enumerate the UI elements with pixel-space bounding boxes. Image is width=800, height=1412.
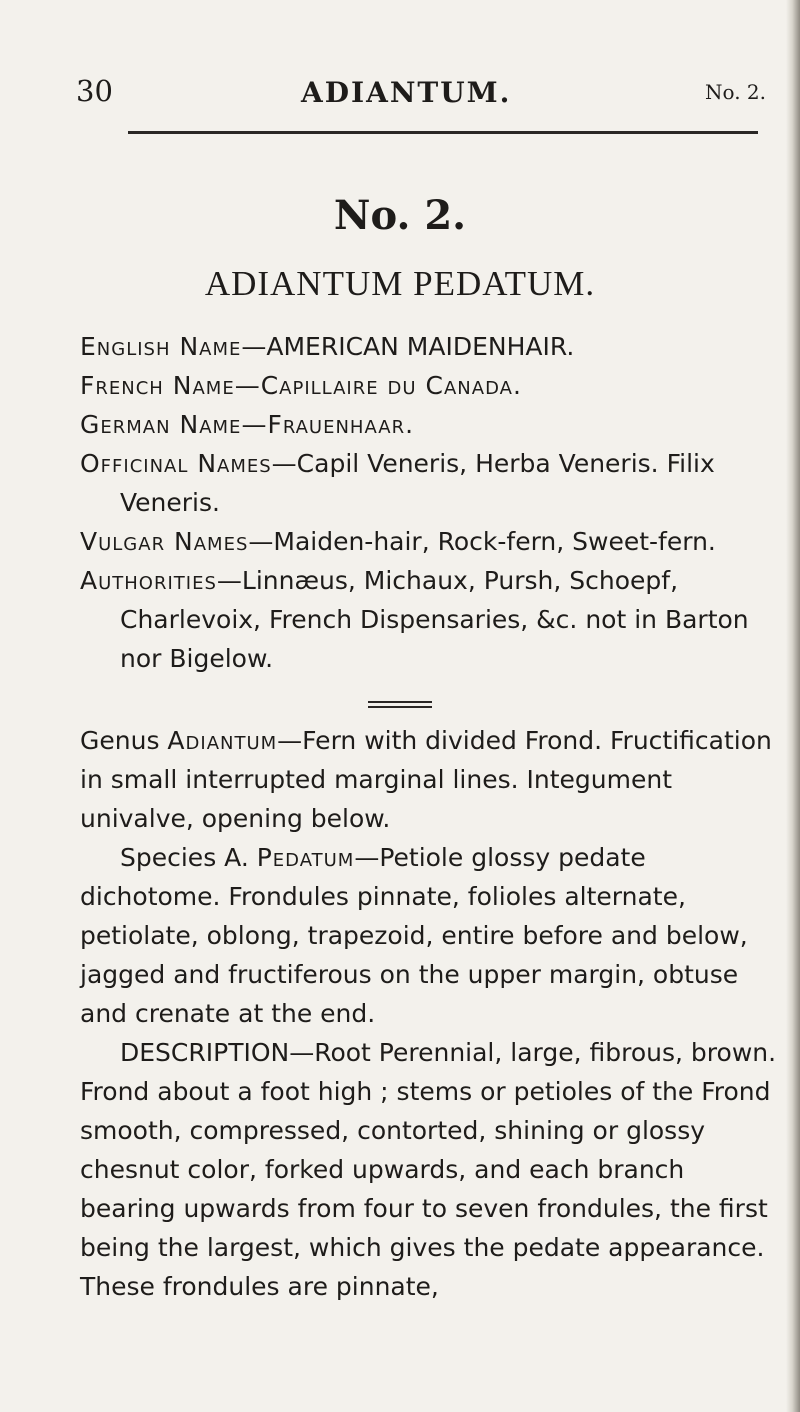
french-name-value: —Capillaire du Canada. (234, 371, 522, 400)
genus-paragraph (80, 721, 780, 838)
page-edge-shadow (786, 0, 800, 1412)
officinal-names-entry (80, 444, 780, 522)
english-name-label: English Name (80, 332, 242, 361)
species-lead: Species A. (120, 843, 257, 872)
description-block (80, 721, 780, 1306)
running-head (76, 74, 766, 114)
page-number: 30 (76, 74, 113, 108)
authorities-value: —Linnæus, Michaux, Pursh, Schoepf, Charlevoix, French Dispensaries, &c. not in Barton nor Bigelow. (120, 566, 749, 673)
french-name-entry (80, 366, 780, 405)
species-name: Pedatum (256, 843, 355, 872)
vulgar-names-entry (80, 522, 780, 561)
english-name-entry (80, 327, 780, 366)
officinal-names-label: Officinal Names (80, 449, 272, 478)
description-text: —Root Perennial, large, fibrous, brown. Frond about a foot high ; stems or petioles of the Frond smooth, compressed, contorted, shining or glossy chesnut color, forked upwards, and each branch bearing upwards from four to seven frondules, the first being the largest, which gives the pedate appearance. These frondules are pinnate, (80, 1038, 777, 1301)
description-label: DESCRIPTION (120, 1038, 290, 1067)
vulgar-names-label: Vulgar Names (80, 527, 249, 556)
running-section-number: No. 2. (705, 80, 766, 104)
german-name-label: German Name (80, 410, 242, 439)
officinal-names-value: —Capil Veneris, Herba Veneris. Filix Veneris. (120, 449, 715, 517)
vulgar-names-value: —Maiden-hair, Rock-fern, Sweet-fern. (248, 527, 716, 556)
running-title: ADIANTUM. (301, 76, 512, 109)
genus-name: Adiantum (167, 726, 278, 755)
description-paragraph (80, 1033, 780, 1306)
genus-text: —Fern with divided Frond. Fructification in small interrupted marginal lines. Integument univalve, opening below. (80, 726, 772, 833)
species-paragraph (80, 838, 780, 1033)
section-title: ADIANTUM PEDATUM. (204, 264, 596, 303)
header-rule (128, 131, 758, 134)
genus-lead: Genus (80, 726, 168, 755)
section-number: No. 2. (333, 192, 467, 239)
names-block (80, 327, 780, 678)
authorities-label: Authorities (80, 566, 217, 595)
section-divider (368, 701, 432, 708)
french-name-label: French Name (80, 371, 235, 400)
authorities-entry (80, 561, 780, 678)
species-text: —Petiole glossy pedate dichotome. Frondules pinnate, folioles alternate, petiolate, oblong, trapezoid, entire before and below, jagged and fructiferous on the upper margin, obtuse and crenate at the end. (80, 843, 748, 1028)
german-name-entry (80, 405, 780, 444)
german-name-value: —Frauenhaar. (241, 410, 415, 439)
english-name-value: —AMERICAN MAIDENHAIR. (241, 332, 575, 361)
